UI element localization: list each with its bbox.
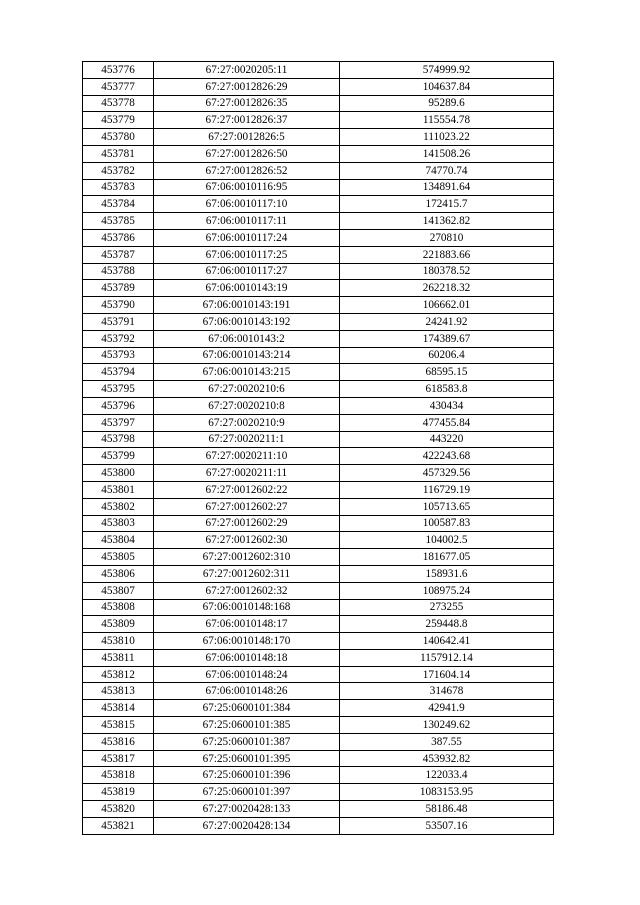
cadastral-value-cell: 171604.14 — [340, 666, 554, 683]
cadastral-value-cell: 108975.24 — [340, 582, 554, 599]
cadastral-number-cell: 67:27:0012602:29 — [154, 515, 340, 532]
table-row — [83, 431, 554, 448]
table-row — [83, 683, 554, 700]
row-number-cell: 453786 — [83, 229, 154, 246]
row-number-cell: 453777 — [83, 78, 154, 95]
cadastral-value-cell: 140642.41 — [340, 633, 554, 650]
cadastral-value-cell: 262218.32 — [340, 280, 554, 297]
row-number-cell: 453814 — [83, 700, 154, 717]
cadastral-number-cell: 67:06:0010148:24 — [154, 666, 340, 683]
cadastral-number-cell: 67:06:0010148:17 — [154, 616, 340, 633]
cadastral-value-cell: 387.55 — [340, 733, 554, 750]
table-row — [83, 280, 554, 297]
table-row — [83, 263, 554, 280]
row-number-cell: 453818 — [83, 767, 154, 784]
cadastral-value-cell: 158931.6 — [340, 565, 554, 582]
table-row — [83, 582, 554, 599]
table-row — [83, 750, 554, 767]
cadastral-value-cell: 122033.4 — [340, 767, 554, 784]
row-number-cell: 453803 — [83, 515, 154, 532]
cadastral-value-cell: 130249.62 — [340, 717, 554, 734]
cadastral-value-cell: 259448.8 — [340, 616, 554, 633]
table-row — [83, 364, 554, 381]
cadastral-number-cell: 67:06:0010143:2 — [154, 330, 340, 347]
table-row — [83, 801, 554, 818]
row-number-cell: 453815 — [83, 717, 154, 734]
cadastral-value-cell: 172415.7 — [340, 196, 554, 213]
row-number-cell: 453781 — [83, 145, 154, 162]
table-row — [83, 767, 554, 784]
cadastral-number-cell: 67:27:0020205:11 — [154, 62, 340, 79]
row-number-cell: 453817 — [83, 750, 154, 767]
table-row — [83, 347, 554, 364]
row-number-cell: 453808 — [83, 599, 154, 616]
row-number-cell: 453806 — [83, 565, 154, 582]
row-number-cell: 453813 — [83, 683, 154, 700]
cadastral-number-cell: 67:25:0600101:385 — [154, 717, 340, 734]
cadastral-value-cell: 1083153.95 — [340, 784, 554, 801]
cadastral-number-cell: 67:06:0010143:214 — [154, 347, 340, 364]
table-row — [83, 313, 554, 330]
table-row — [83, 465, 554, 482]
cadastral-number-cell: 67:25:0600101:397 — [154, 784, 340, 801]
table-row — [83, 616, 554, 633]
table-row — [83, 515, 554, 532]
table-row — [83, 95, 554, 112]
cadastral-value-cell: 115554.78 — [340, 112, 554, 129]
cadastral-number-cell: 67:27:0012602:311 — [154, 565, 340, 582]
table-row — [83, 229, 554, 246]
cadastral-value-cell: 42941.9 — [340, 700, 554, 717]
cadastral-value-cell: 422243.68 — [340, 448, 554, 465]
cadastral-number-cell: 67:06:0010143:192 — [154, 313, 340, 330]
cadastral-number-cell: 67:06:0010143:191 — [154, 297, 340, 314]
row-number-cell: 453812 — [83, 666, 154, 683]
cadastral-value-cell: 574999.92 — [340, 62, 554, 79]
table-row — [83, 78, 554, 95]
cadastral-value-cell: 314678 — [340, 683, 554, 700]
cadastral-number-cell: 67:27:0020211:1 — [154, 431, 340, 448]
row-number-cell: 453790 — [83, 297, 154, 314]
cadastral-value-cell: 105713.65 — [340, 498, 554, 515]
table-row — [83, 62, 554, 79]
row-number-cell: 453796 — [83, 397, 154, 414]
row-number-cell: 453799 — [83, 448, 154, 465]
table-row — [83, 733, 554, 750]
cadastral-value-cell: 53507.16 — [340, 817, 554, 834]
cadastral-number-cell: 67:06:0010143:19 — [154, 280, 340, 297]
cadastral-value-cell: 134891.64 — [340, 179, 554, 196]
cadastral-number-cell: 67:27:0012826:35 — [154, 95, 340, 112]
row-number-cell: 453795 — [83, 381, 154, 398]
cadastral-number-cell: 67:27:0020211:10 — [154, 448, 340, 465]
cadastral-number-cell: 67:06:0010148:168 — [154, 599, 340, 616]
cadastral-number-cell: 67:06:0010143:215 — [154, 364, 340, 381]
row-number-cell: 453789 — [83, 280, 154, 297]
cadastral-value-cell: 100587.83 — [340, 515, 554, 532]
row-number-cell: 453785 — [83, 213, 154, 230]
table-row — [83, 532, 554, 549]
cadastral-value-table — [82, 61, 554, 835]
cadastral-number-cell: 67:27:0012602:310 — [154, 549, 340, 566]
cadastral-number-cell: 67:27:0012826:52 — [154, 162, 340, 179]
row-number-cell: 453787 — [83, 246, 154, 263]
row-number-cell: 453811 — [83, 649, 154, 666]
cadastral-number-cell: 67:27:0012602:22 — [154, 481, 340, 498]
row-number-cell: 453821 — [83, 817, 154, 834]
cadastral-number-cell: 67:27:0012826:5 — [154, 129, 340, 146]
cadastral-value-cell: 618583.8 — [340, 381, 554, 398]
row-number-cell: 453805 — [83, 549, 154, 566]
cadastral-number-cell: 67:06:0010117:27 — [154, 263, 340, 280]
table-row — [83, 717, 554, 734]
cadastral-value-cell: 270810 — [340, 229, 554, 246]
table-row — [83, 213, 554, 230]
cadastral-number-cell: 67:06:0010148:18 — [154, 649, 340, 666]
cadastral-number-cell: 67:25:0600101:396 — [154, 767, 340, 784]
cadastral-number-cell: 67:06:0010148:170 — [154, 633, 340, 650]
cadastral-value-cell: 181677.05 — [340, 549, 554, 566]
table-row — [83, 145, 554, 162]
cadastral-number-cell: 67:27:0020210:9 — [154, 414, 340, 431]
table-row — [83, 649, 554, 666]
table-row — [83, 162, 554, 179]
cadastral-number-cell: 67:27:0012826:29 — [154, 78, 340, 95]
table-row — [83, 498, 554, 515]
cadastral-value-cell: 430434 — [340, 397, 554, 414]
row-number-cell: 453794 — [83, 364, 154, 381]
cadastral-number-cell: 67:06:0010117:11 — [154, 213, 340, 230]
row-number-cell: 453807 — [83, 582, 154, 599]
row-number-cell: 453779 — [83, 112, 154, 129]
table-row — [83, 817, 554, 834]
table-row — [83, 414, 554, 431]
cadastral-value-cell: 24241.92 — [340, 313, 554, 330]
cadastral-value-cell: 111023.22 — [340, 129, 554, 146]
cadastral-value-cell: 477455.84 — [340, 414, 554, 431]
table-body — [83, 62, 554, 835]
cadastral-value-cell: 141362.82 — [340, 213, 554, 230]
cadastral-value-cell: 443220 — [340, 431, 554, 448]
cadastral-value-cell: 74770.74 — [340, 162, 554, 179]
cadastral-value-cell: 116729.19 — [340, 481, 554, 498]
cadastral-value-cell: 95289.6 — [340, 95, 554, 112]
cadastral-number-cell: 67:27:0020210:8 — [154, 397, 340, 414]
row-number-cell: 453819 — [83, 784, 154, 801]
row-number-cell: 453804 — [83, 532, 154, 549]
cadastral-value-cell: 1157912.14 — [340, 649, 554, 666]
cadastral-value-cell: 104637.84 — [340, 78, 554, 95]
table-row — [83, 381, 554, 398]
cadastral-value-cell: 68595.15 — [340, 364, 554, 381]
cadastral-value-cell: 174389.67 — [340, 330, 554, 347]
cadastral-number-cell: 67:27:0012602:30 — [154, 532, 340, 549]
row-number-cell: 453778 — [83, 95, 154, 112]
cadastral-value-cell: 58186.48 — [340, 801, 554, 818]
cadastral-number-cell: 67:27:0020210:6 — [154, 381, 340, 398]
table-row — [83, 448, 554, 465]
cadastral-number-cell: 67:27:0020211:11 — [154, 465, 340, 482]
row-number-cell: 453809 — [83, 616, 154, 633]
table-row — [83, 481, 554, 498]
cadastral-number-cell: 67:27:0020428:133 — [154, 801, 340, 818]
table-row — [83, 565, 554, 582]
cadastral-value-cell: 457329.56 — [340, 465, 554, 482]
row-number-cell: 453810 — [83, 633, 154, 650]
cadastral-number-cell: 67:27:0020428:134 — [154, 817, 340, 834]
cadastral-number-cell: 67:06:0010117:25 — [154, 246, 340, 263]
row-number-cell: 453776 — [83, 62, 154, 79]
cadastral-number-cell: 67:27:0012602:27 — [154, 498, 340, 515]
row-number-cell: 453801 — [83, 481, 154, 498]
cadastral-number-cell: 67:06:0010117:10 — [154, 196, 340, 213]
cadastral-number-cell: 67:06:0010148:26 — [154, 683, 340, 700]
table-row — [83, 179, 554, 196]
cadastral-number-cell: 67:27:0012826:50 — [154, 145, 340, 162]
row-number-cell: 453792 — [83, 330, 154, 347]
row-number-cell: 453783 — [83, 179, 154, 196]
cadastral-number-cell: 67:25:0600101:395 — [154, 750, 340, 767]
cadastral-value-cell: 141508.26 — [340, 145, 554, 162]
cadastral-value-cell: 60206.4 — [340, 347, 554, 364]
row-number-cell: 453797 — [83, 414, 154, 431]
table-row — [83, 330, 554, 347]
row-number-cell: 453788 — [83, 263, 154, 280]
table-row — [83, 599, 554, 616]
row-number-cell: 453784 — [83, 196, 154, 213]
table-row — [83, 666, 554, 683]
cadastral-number-cell: 67:27:0012826:37 — [154, 112, 340, 129]
cadastral-number-cell: 67:25:0600101:384 — [154, 700, 340, 717]
cadastral-value-cell: 104002.5 — [340, 532, 554, 549]
row-number-cell: 453791 — [83, 313, 154, 330]
table-row — [83, 549, 554, 566]
cadastral-value-cell: 453932.82 — [340, 750, 554, 767]
cadastral-number-cell: 67:06:0010117:24 — [154, 229, 340, 246]
cadastral-value-cell: 273255 — [340, 599, 554, 616]
table-row — [83, 633, 554, 650]
table-row — [83, 397, 554, 414]
table-row — [83, 112, 554, 129]
row-number-cell: 453793 — [83, 347, 154, 364]
cadastral-value-cell: 221883.66 — [340, 246, 554, 263]
cadastral-value-cell: 180378.52 — [340, 263, 554, 280]
row-number-cell: 453816 — [83, 733, 154, 750]
table-row — [83, 129, 554, 146]
row-number-cell: 453782 — [83, 162, 154, 179]
row-number-cell: 453802 — [83, 498, 154, 515]
table-row — [83, 297, 554, 314]
row-number-cell: 453800 — [83, 465, 154, 482]
table-row — [83, 784, 554, 801]
table-row — [83, 700, 554, 717]
cadastral-value-cell: 106662.01 — [340, 297, 554, 314]
cadastral-number-cell: 67:27:0012602:32 — [154, 582, 340, 599]
cadastral-number-cell: 67:06:0010116:95 — [154, 179, 340, 196]
table-row — [83, 246, 554, 263]
row-number-cell: 453798 — [83, 431, 154, 448]
row-number-cell: 453780 — [83, 129, 154, 146]
row-number-cell: 453820 — [83, 801, 154, 818]
cadastral-number-cell: 67:25:0600101:387 — [154, 733, 340, 750]
table-row — [83, 196, 554, 213]
